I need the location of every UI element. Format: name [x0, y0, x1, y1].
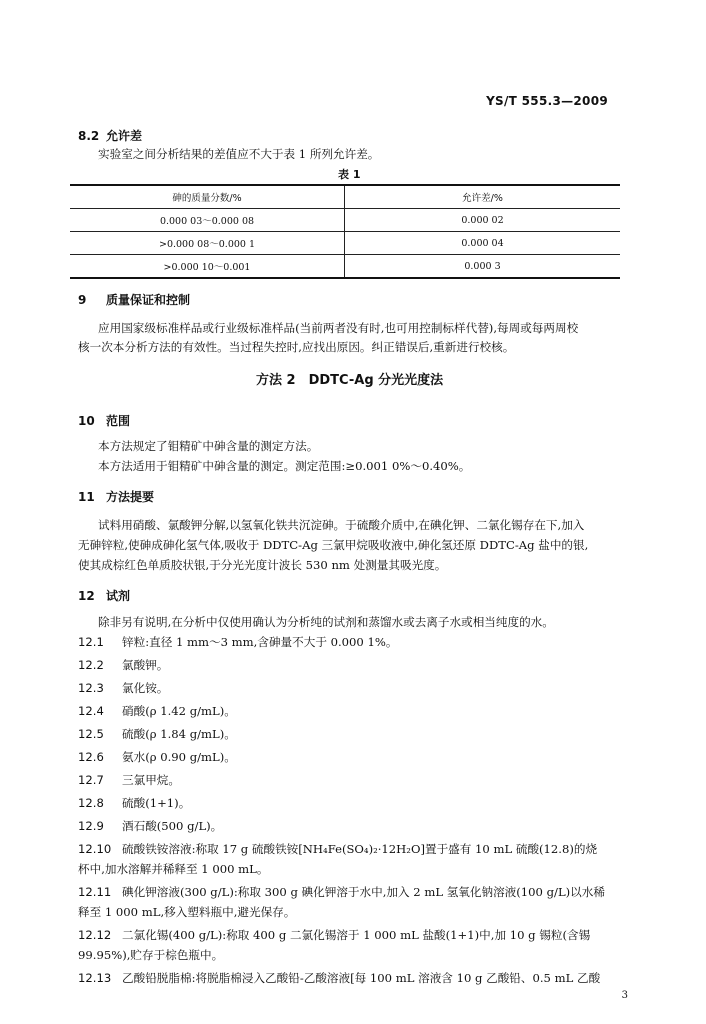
table-cell: 0.000 04: [345, 232, 621, 255]
item-number: 12.13: [78, 971, 112, 985]
paragraph-line: 试料用硝酸、氯酸钾分解,以氢氧化铁共沉淀砷。于硫酸介质中,在碘化钾、二氯化锡存在下,加入: [98, 518, 585, 532]
item-number: 12.6: [78, 750, 104, 764]
table-cell: 0.000 02: [345, 209, 621, 232]
section-title: 试剂: [106, 589, 131, 603]
section-title: 范围: [106, 414, 131, 428]
section-12-heading: [78, 587, 130, 604]
reagent-item: [78, 634, 397, 650]
reagent-item: [78, 841, 597, 857]
item-text: 硫酸(1+1)。: [122, 796, 191, 810]
reagent-item: [78, 772, 180, 788]
item-text: 锌粒:直径 1 mm～3 mm,含砷量不大于 0.000 1%。: [122, 635, 398, 649]
item-number: 12.9: [78, 819, 104, 833]
paragraph-line: 无砷锌粒,使砷成砷化氢气体,吸收于 DDTC-Ag 三氯甲烷吸收液中,砷化氢还原 DDTC-Ag 盐中的银,: [78, 538, 589, 552]
reagent-item: [78, 657, 168, 673]
tolerance-table: [70, 184, 620, 279]
section-title: 允许差: [106, 129, 143, 143]
item-text: 氨水(ρ 0.90 g/mL)。: [122, 750, 236, 764]
table-cell: >0.000 10～0.001: [70, 255, 345, 279]
section-number: 11: [78, 490, 95, 504]
table-row: [70, 255, 620, 279]
paragraph-line: 核一次本分析方法的有效性。当过程失控时,应找出原因。纠正错误后,重新进行校核。: [78, 340, 515, 354]
item-text: 酒石酸(500 g/L)。: [122, 819, 223, 833]
reagent-item: [78, 818, 222, 834]
item-number: 12.10: [78, 842, 112, 856]
table-cell: 0.000 3: [345, 255, 621, 279]
item-text: 硫酸(ρ 1.84 g/mL)。: [122, 727, 236, 741]
paragraph-line: 应用国家级标准样品或行业级标准样品(当前两者没有时,也可用控制标样代替),每周或每两周校: [98, 321, 579, 335]
item-number: 12.11: [78, 885, 112, 899]
item-number: 12.5: [78, 727, 104, 741]
method-title: 方法 2 DDTC-Ag 分光光度法: [256, 373, 444, 388]
paragraph-line: 本方法适用于钼精矿中砷含量的测定。测定范围:≥0.001 0%～0.40%。: [98, 459, 471, 473]
reagent-item: [78, 749, 236, 765]
item-number: 12.2: [78, 658, 104, 672]
reagent-item: [78, 927, 590, 943]
item-number: 12.4: [78, 704, 104, 718]
item-continuation: 杯中,加水溶解并稀释至 1 000 mL。: [78, 862, 269, 876]
page-number: 3: [621, 990, 628, 1001]
item-text: 硝酸(ρ 1.42 g/mL)。: [122, 704, 236, 718]
reagent-item: [78, 703, 236, 719]
item-number: 12.3: [78, 681, 104, 695]
paragraph-line: 除非另有说明,在分析中仅使用确认为分析纯的试剂和蒸馏水或去离子水或相当纯度的水。: [98, 615, 554, 629]
item-continuation: 释至 1 000 mL,移入塑料瓶中,避光保存。: [78, 905, 296, 919]
item-text: 氯酸钾。: [122, 658, 169, 672]
item-number: 12.8: [78, 796, 104, 810]
item-text: 碘化钾溶液(300 g/L):称取 300 g 碘化钾溶于水中,加入 2 mL 氢氧化钠溶液(100 g/L)以水稀: [122, 885, 605, 899]
section-title: 质量保证和控制: [106, 293, 191, 307]
reagent-item: [78, 970, 600, 986]
document-code: YS/T 555.3—2009: [486, 94, 608, 108]
section-number: 12: [78, 589, 95, 603]
table-cell: 0.000 03～0.000 08: [70, 209, 345, 232]
item-text: 三氯甲烷。: [122, 773, 180, 787]
column-header-arsenic: 砷的质量分数/%: [70, 185, 345, 209]
paragraph-line: 使其成棕红色单质胶状银,于分光光度计波长 530 nm 处测量其吸光度。: [78, 558, 447, 572]
section-number: 8.2: [78, 129, 100, 143]
item-number: 12.12: [78, 928, 112, 942]
section-10-heading: [78, 412, 130, 429]
item-continuation: 99.95%),贮存于棕色瓶中。: [78, 948, 224, 962]
item-number: 12.7: [78, 773, 104, 787]
table-row: [70, 232, 620, 255]
item-text: 二氯化锡(400 g/L):称取 400 g 二氯化锡溶于 1 000 mL 盐酸(1+1)中,加 10 g 锡粒(含锡: [122, 928, 591, 942]
item-text: 乙酸铅脱脂棉:将脱脂棉浸入乙酸铅-乙酸溶液[每 100 mL 溶液含 10 g 乙酸铅、0.5 mL 乙酸: [122, 971, 601, 985]
table-row: [70, 209, 620, 232]
paragraph-line: 本方法规定了钼精矿中砷含量的测定方法。: [98, 439, 319, 453]
item-number: 12.1: [78, 635, 104, 649]
section-11-heading: [78, 488, 154, 505]
table-cell: >0.000 08～0.000 1: [70, 232, 345, 255]
section-8-2-heading: [78, 127, 142, 144]
section-9-heading: [78, 291, 190, 308]
section-8-2-text: 实验室之间分析结果的差值应不大于表 1 所列允许差。: [98, 147, 380, 161]
reagent-item: [78, 795, 190, 811]
section-number: 9: [78, 293, 87, 307]
table-caption: 表 1: [338, 168, 361, 181]
reagent-item: [78, 884, 605, 900]
reagent-item: [78, 680, 168, 696]
reagent-item: [78, 726, 236, 742]
item-text: 氯化铵。: [122, 681, 169, 695]
table-header-row: [70, 185, 620, 209]
column-header-tolerance: 允许差/%: [345, 185, 621, 209]
section-number: 10: [78, 414, 95, 428]
section-title: 方法提要: [106, 490, 155, 504]
item-text: 硫酸铁铵溶液:称取 17 g 硫酸铁铵[NH₄Fe(SO₄)₂·12H₂O]置于盛有 10 mL 硫酸(12.8)的烧: [122, 842, 598, 856]
